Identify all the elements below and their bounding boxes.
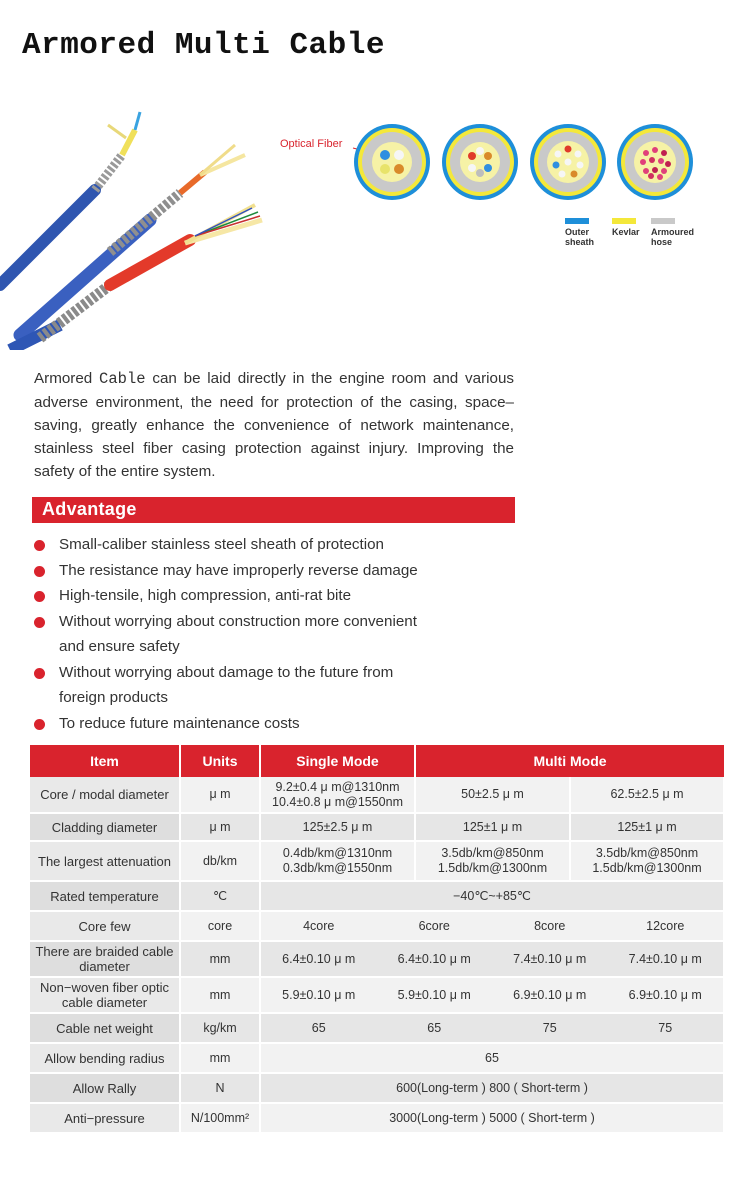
advantage-header (32, 497, 515, 523)
optical-fiber-label: Optical Fiber (280, 138, 343, 150)
bullet-icon (34, 617, 45, 628)
legend-swatch-yellow (612, 218, 636, 224)
row-item-label: Cable net weight (30, 1013, 180, 1043)
row-unit: mm (180, 941, 260, 977)
row-unit: core (180, 911, 260, 941)
row-item-label: There are braided cable diameter (30, 941, 180, 977)
advantage-list (32, 532, 512, 736)
row-value-multi-50: 50±2.5 μ m (415, 777, 570, 813)
row-value-single-mode: 0.4db/km@1310nm 0.3db/km@1550nm (260, 841, 415, 881)
table-row (30, 911, 724, 941)
row-unit: N/100mm² (180, 1103, 260, 1133)
header-multi-mode: Multi Mode (415, 745, 724, 777)
row-value-merged: 65 (260, 1043, 724, 1073)
list-item: Without worrying about damage to the future from foreign products (32, 660, 439, 711)
row-unit: ℃ (180, 881, 260, 911)
list-item: The resistance may have improperly reverse damage (32, 558, 512, 584)
row-core-value: 6.9±0.10 μ m (628, 987, 702, 1002)
row-item-label: Core / modal diameter (30, 777, 180, 813)
row-unit: μ m (180, 813, 260, 841)
header-single-mode: Single Mode (260, 745, 415, 777)
row-core-value: 8core (534, 918, 566, 933)
row-core-value: 6.9±0.10 μ m (513, 987, 587, 1002)
row-value-single-mode: 9.2±0.4 μ m@1310nm 10.4±0.8 μ m@1550nm (260, 777, 415, 813)
table-row (30, 813, 724, 841)
cross-section-6core (442, 124, 518, 200)
row-core-value: 75 (542, 1020, 557, 1035)
legend-swatch-gray (651, 218, 675, 224)
header-item: Item (30, 745, 180, 777)
bullet-icon (34, 566, 45, 577)
row-core-value: 6core (418, 918, 450, 933)
table-row (30, 1013, 724, 1043)
row-unit: mm (180, 1043, 260, 1073)
row-value-multi-62: 3.5db/km@850nm 1.5db/km@1300nm (570, 841, 724, 881)
row-core-values (260, 941, 724, 977)
cross-section-12core (617, 124, 693, 200)
row-core-value: 65 (427, 1020, 442, 1035)
table-header-row (30, 745, 724, 777)
row-value-multi-62: 125±1 μ m (570, 813, 724, 841)
legend-outer-sheath: Outer sheath (565, 218, 605, 247)
list-item: Without worrying about construction more convenient and ensure safety (32, 609, 419, 660)
row-item-label: Cladding diameter (30, 813, 180, 841)
table-row (30, 941, 724, 977)
row-value-multi-50: 3.5db/km@850nm 1.5db/km@1300nm (415, 841, 570, 881)
cable-1-illustration (0, 112, 140, 285)
advantage-title: Advantage (42, 499, 137, 519)
table-row (30, 1073, 724, 1103)
row-core-values (260, 1013, 724, 1043)
row-unit: μ m (180, 777, 260, 813)
row-core-value: 6.4±0.10 μ m (397, 951, 471, 966)
intro-text: can be laid directly in the engine room and various adverse environment, the need for protection of the casing, space–saving, greatly enhance the convenience of network maintenance, stainless steel fiber casing protection against injury. Improving the safety of the entire system. (34, 370, 514, 480)
cable-photo (0, 100, 280, 350)
row-core-value: 5.9±0.10 μ m (397, 987, 471, 1002)
row-item-label: Allow bending radius (30, 1043, 180, 1073)
row-core-values (260, 977, 724, 1013)
row-core-value: 7.4±0.10 μ m (513, 951, 587, 966)
table-row (30, 777, 724, 813)
table-row (30, 881, 724, 911)
row-core-value: 6.4±0.10 μ m (282, 951, 356, 966)
row-item-label: The largest attenuation (30, 841, 180, 881)
row-unit: mm (180, 977, 260, 1013)
legend-swatch-blue (565, 218, 589, 224)
table-row (30, 841, 724, 881)
cross-section-4core (354, 124, 430, 200)
legend-kevlar: Kevlar (612, 218, 652, 237)
row-value-merged: 600(Long-term ) 800 ( Short-term ) (260, 1073, 724, 1103)
row-item-label: Non−woven fiber optic cable diameter (30, 977, 180, 1013)
spec-table (30, 745, 725, 1134)
row-item-label: Anti−pressure (30, 1103, 180, 1133)
bullet-icon (34, 540, 45, 551)
row-unit: N (180, 1073, 260, 1103)
row-core-values (260, 911, 724, 941)
row-core-value: 12core (646, 918, 685, 933)
list-item: High-tensile, high compression, anti-rat bite (32, 583, 512, 609)
intro-word-cable: Cable (99, 370, 146, 388)
bullet-icon (34, 591, 45, 602)
row-value-multi-50: 125±1 μ m (415, 813, 570, 841)
cross-section-8core (530, 124, 606, 200)
page-title: Armored Multi Cable (22, 28, 385, 63)
row-value-single-mode: 125±2.5 μ m (260, 813, 415, 841)
row-unit: db/km (180, 841, 260, 881)
bullet-icon (34, 668, 45, 679)
bullet-icon (34, 719, 45, 730)
intro-paragraph (34, 367, 514, 483)
row-core-value: 4core (303, 918, 335, 933)
row-core-value: 65 (311, 1020, 326, 1035)
table-row (30, 977, 724, 1013)
row-value-multi-62: 62.5±2.5 μ m (570, 777, 724, 813)
row-value-merged: −40℃~+85℃ (260, 881, 724, 911)
list-item: To reduce future maintenance costs (32, 711, 512, 737)
legend-armoured-hose: Armoured hose (651, 218, 703, 247)
cable-2-illustration (20, 145, 245, 335)
row-core-value: 7.4±0.10 μ m (628, 951, 702, 966)
intro-word-armored: Armored (34, 370, 93, 387)
row-item-label: Core few (30, 911, 180, 941)
row-item-label: Rated temperature (30, 881, 180, 911)
table-row (30, 1043, 724, 1073)
row-unit: kg/km (180, 1013, 260, 1043)
table-row (30, 1103, 724, 1133)
row-core-value: 75 (658, 1020, 673, 1035)
row-item-label: Allow Rally (30, 1073, 180, 1103)
row-core-value: 5.9±0.10 μ m (282, 987, 356, 1002)
list-item: Small-caliber stainless steel sheath of protection (32, 532, 512, 558)
header-units: Units (180, 745, 260, 777)
row-value-merged: 3000(Long-term ) 5000 ( Short-term ) (260, 1103, 724, 1133)
